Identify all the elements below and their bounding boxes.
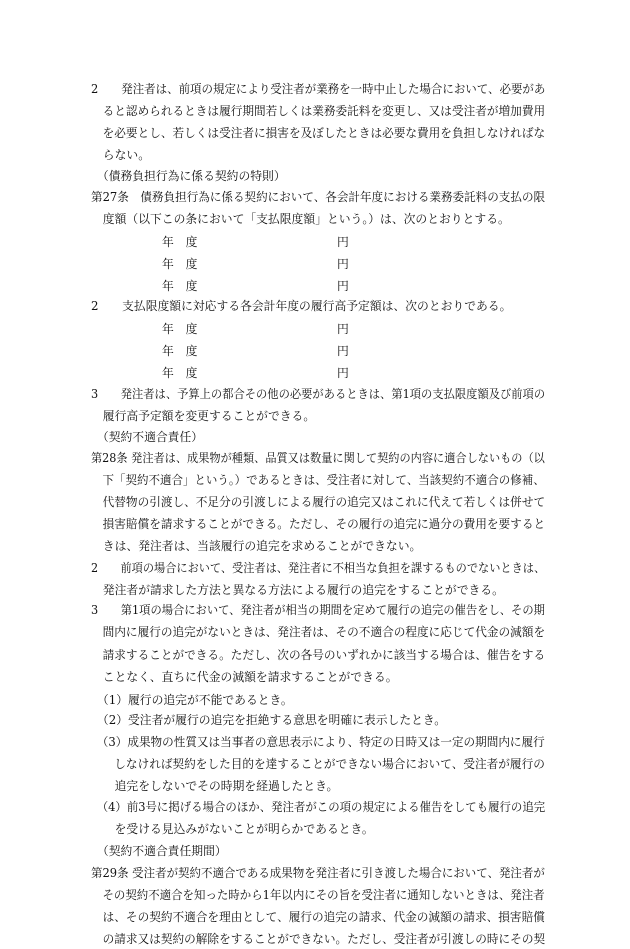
forecast_table-yen-label: 円 <box>337 366 349 380</box>
text-line: きは、発注者は、当該履行の追完を求めることができない。 <box>91 539 422 553</box>
forecast_table-year-label: 年 度 <box>162 366 198 380</box>
text-line: （2）受注者が履行の追完を拒絶する意思を明確に表示したとき。 <box>91 713 447 727</box>
text-line: （3）成果物の性質又は当事者の意思表示により、特定の日時又は一定の期間内に履行 <box>91 735 545 749</box>
text-line: 第29条 受注者が契約不適合である成果物を発注者に引き渡した場合において、発注者が <box>91 866 545 880</box>
text-line: 3 発注者は、予算上の都合その他の必要があるときは、第1項の支払限度額及び前項の <box>91 387 546 401</box>
text-line: しなければ契約をした目的を達することができない場合において、受注者が履行の <box>91 757 545 771</box>
text-line: 3 第1項の場合において、発注者が相当の期間を定めて履行の追完の催告をし、その期 <box>91 603 545 617</box>
text-line: 間内に履行の追完がないときは、発注者は、その不適合の程度に応じて代金の減額を <box>91 625 546 639</box>
limit_table-year-label: 年 度 <box>162 235 198 249</box>
text-line: ると認められるときは履行期間若しくは業務委託料を変更し、又は受注者が増加費用 <box>91 104 546 118</box>
limit_table-yen-label: 円 <box>337 235 349 249</box>
text-line: 下「契約不適合」という。）であるときは、受注者に対して、当該契約不適合の修補、 <box>91 473 545 487</box>
forecast_table-yen-label: 円 <box>337 344 349 358</box>
text-line: （1）履行の追完が不能であるとき。 <box>91 693 293 707</box>
text-line: 2 前項の場合において、受注者は、発注者に不相当な負担を課するものでないときは、 <box>91 561 546 575</box>
text-line: 代替物の引渡し、不足分の引渡しによる履行の追完又はこれに代えて若しくは併せて <box>91 495 546 509</box>
limit_table-year-label: 年 度 <box>162 257 198 271</box>
text-line: ことなく、直ちに代金の減額を請求することができる。 <box>91 670 398 684</box>
text-line: 2 支払限度額に対応する各会計年度の履行高予定額は、次のとおりである。 <box>91 299 512 313</box>
text-line: 度額（以下この条において「支払限度額」という。）は、次のとおりとする。 <box>91 212 510 226</box>
forecast_table-year-label: 年 度 <box>162 344 198 358</box>
text-line: は、その契約不適合を理由として、履行の追完の請求、代金の減額の請求、損害賠償 <box>91 910 545 924</box>
text-line: （契約不適合責任期間） <box>91 844 227 858</box>
forecast_table-year-label: 年 度 <box>162 322 198 336</box>
text-line: の請求又は契約の解除をすることができない。ただし、受注者が引渡しの時にその契 <box>91 932 546 946</box>
text-line: 履行高予定額を変更することができる。 <box>91 409 316 423</box>
text-line: らない。 <box>91 148 150 162</box>
text-line: を受ける見込みがないことが明らかであるとき。 <box>91 822 374 836</box>
text-line: （契約不適合責任） <box>91 430 204 444</box>
text-line: 2 発注者は、前項の規定により受注者が業務を一時中止した場合において、必要があ <box>91 82 546 96</box>
text-line: 損害賠償を請求することができる。ただし、その履行の追完に過分の費用を要すると <box>91 517 546 531</box>
text-line: （4）前3号に掲げる場合のほか、発注者がこの項の規定による催告をしても履行の追完 <box>91 800 546 814</box>
text-line: 追完をしないでその時期を経過したとき。 <box>91 779 339 793</box>
text-line: を必要とし、若しくは受注者に損害を及ぼしたときは必要な費用を負担しなければな <box>91 126 546 140</box>
limit_table-yen-label: 円 <box>337 257 349 271</box>
text-line: その契約不適合を知った時から1年以内にその旨を受注者に通知しないときは、発注者 <box>91 888 545 902</box>
limit_table-yen-label: 円 <box>337 279 349 293</box>
text-line: 請求することができる。ただし、次の各号のいずれかに該当する場合は、催告をする <box>91 648 546 662</box>
limit_table-year-label: 年 度 <box>162 279 198 293</box>
forecast_table-yen-label: 円 <box>337 322 349 336</box>
text-line: 第28条 発注者は、成果物が種類、品質又は数量に関して契約の内容に適合しないもの（以 <box>91 451 545 465</box>
text-line: （債務負担行為に係る契約の特則） <box>91 169 286 183</box>
text-line: 第27条 債務負担行為に係る契約において、各会計年度における業務委託料の支払の限 <box>91 190 546 204</box>
text-line: 発注者が請求した方法と異なる方法による履行の追完をすることができる。 <box>91 583 504 597</box>
